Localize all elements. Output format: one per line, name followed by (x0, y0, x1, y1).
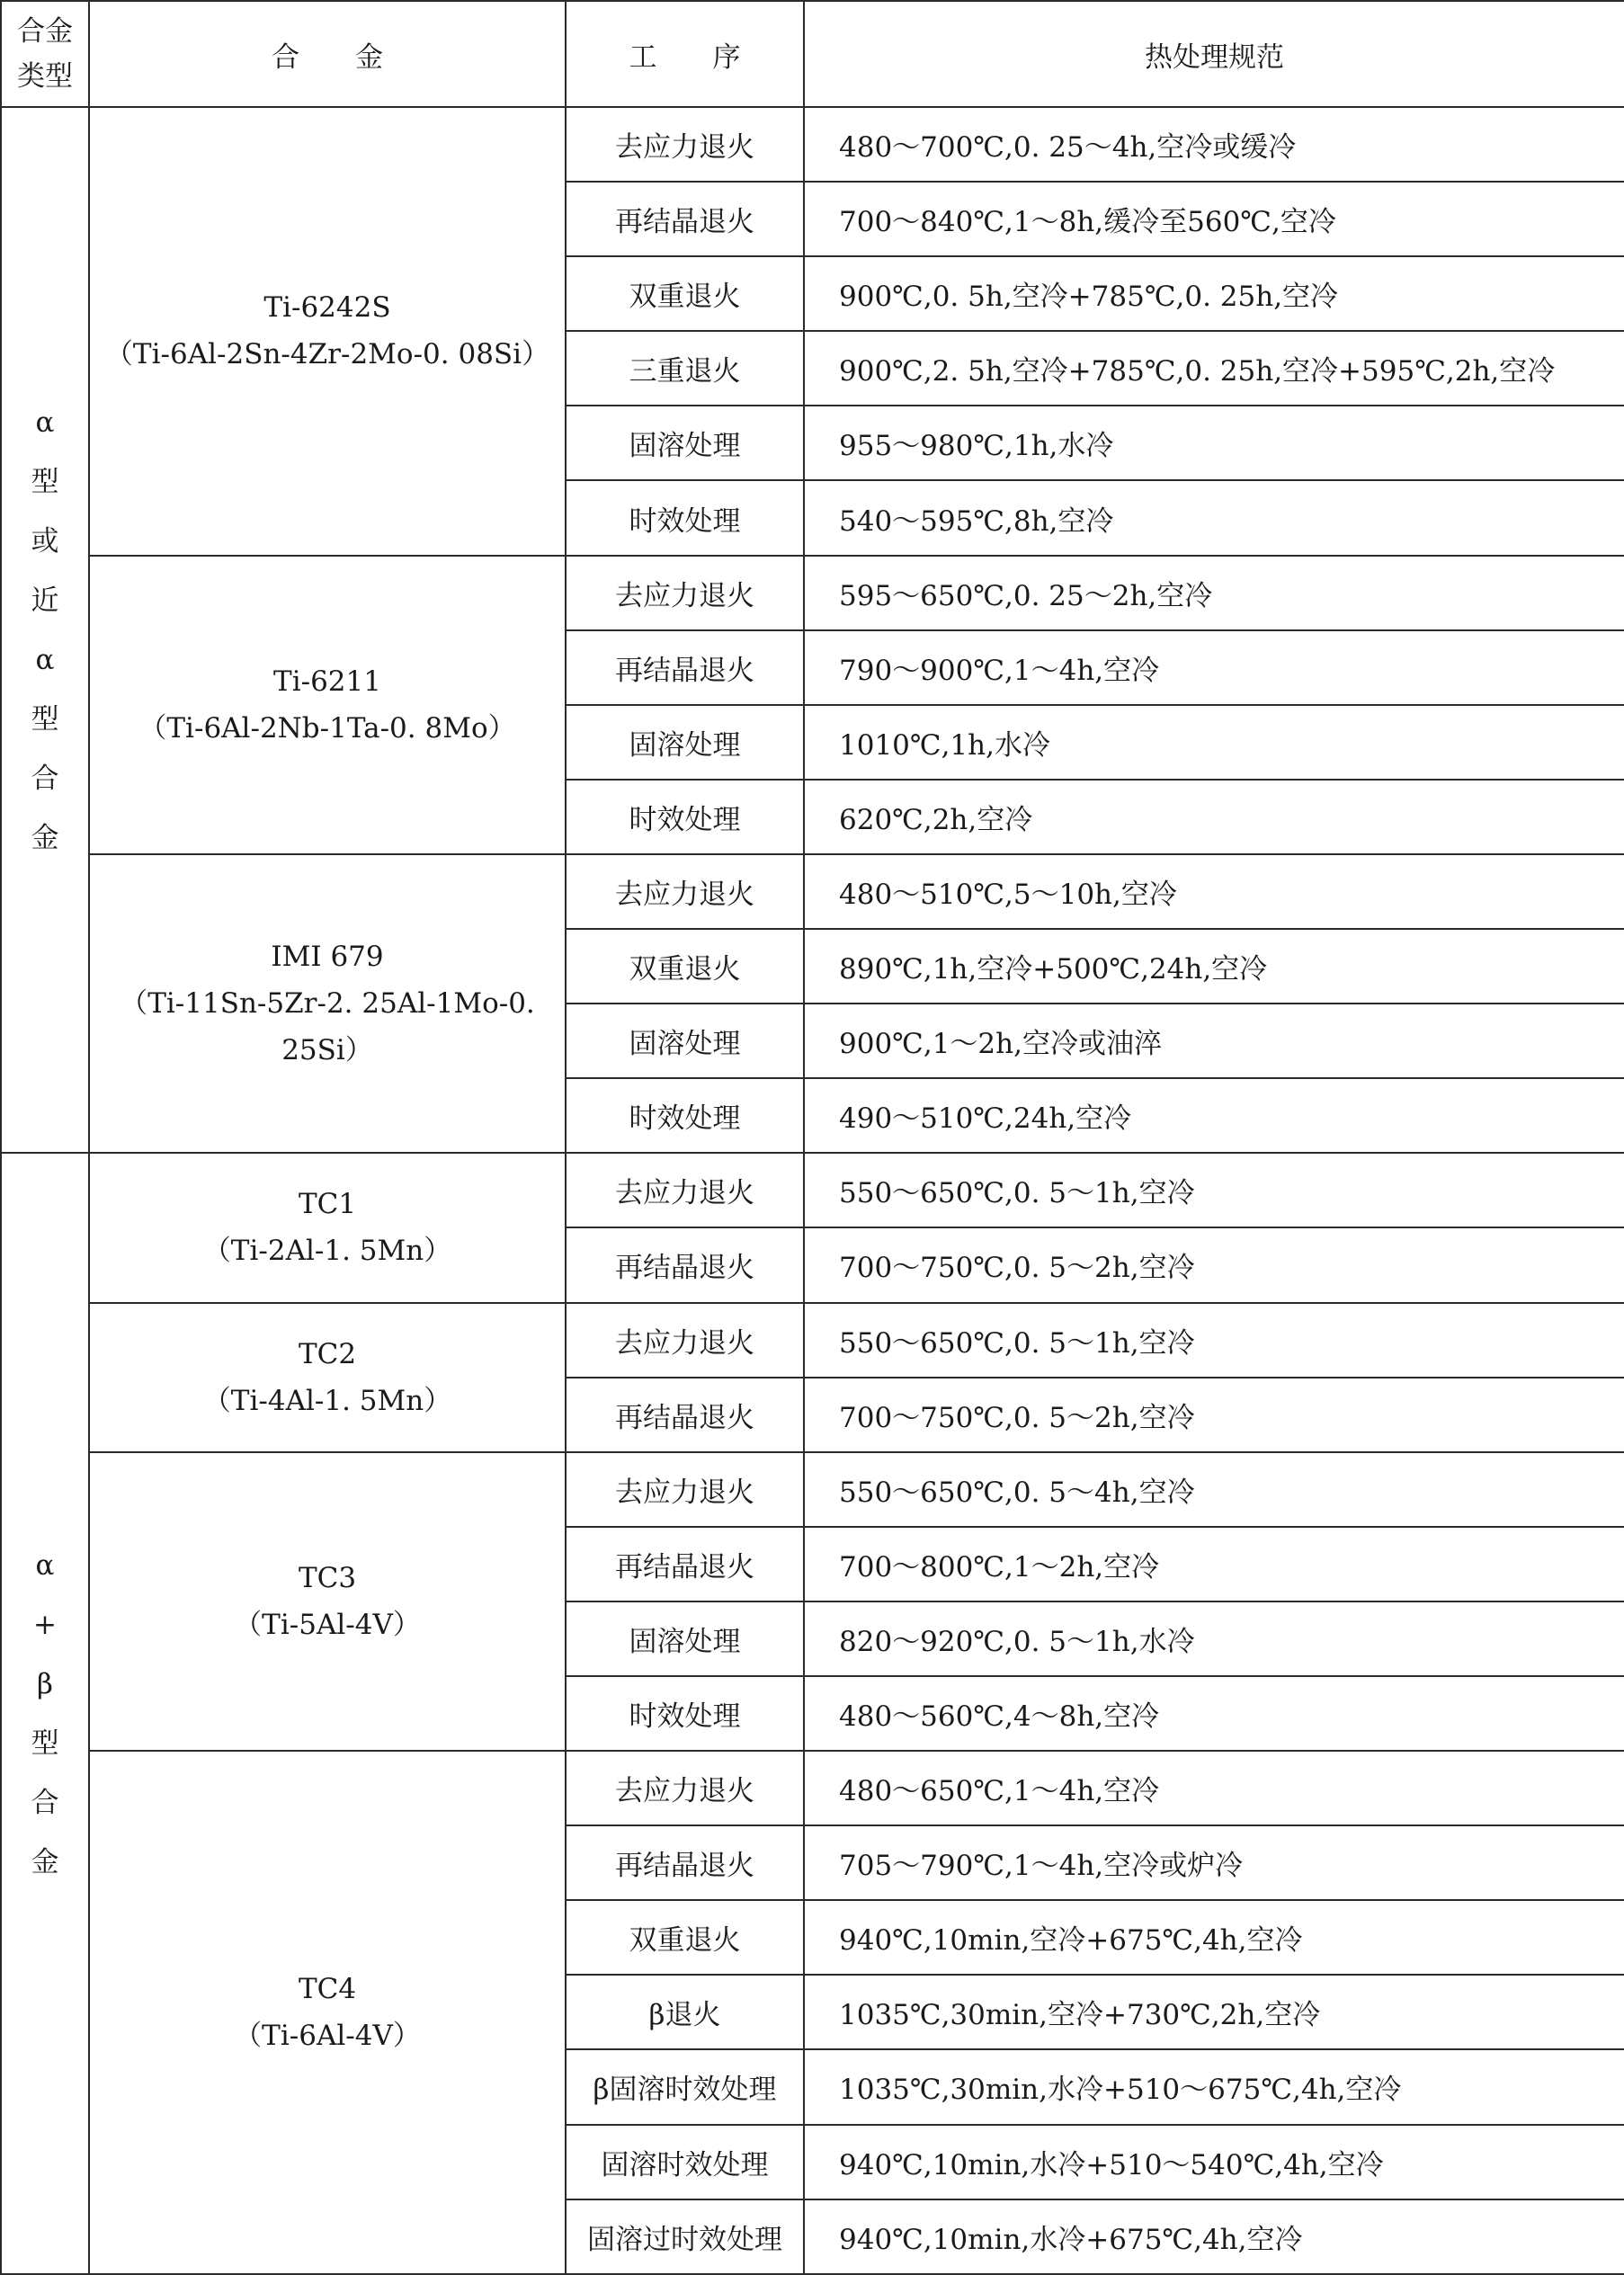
alloy-type-char: α (35, 643, 55, 676)
header-process: 工 序 (566, 1, 804, 107)
alloy-type-char: 合 (31, 762, 59, 795)
spec-cell: 700～840℃,1～8h,缓冷至560℃,空冷 (804, 182, 1624, 256)
process-cell: 时效处理 (566, 480, 804, 555)
spec-cell: 1035℃,30min,空冷+730℃,2h,空冷 (804, 1975, 1624, 2049)
process-cell: 时效处理 (566, 1676, 804, 1751)
spec-cell: 900℃,1～2h,空冷或油淬 (804, 1004, 1624, 1078)
spec-cell: 890℃,1h,空冷+500℃,24h,空冷 (804, 929, 1624, 1004)
alloy-type-char: + (33, 1608, 57, 1641)
table-row (1, 107, 1624, 182)
alloy-type-char: 近 (31, 584, 59, 617)
alloy-type-char: 型 (31, 1726, 59, 1760)
header-spec: 热处理规范 (804, 1, 1624, 107)
process-cell: 固溶过时效处理 (566, 2199, 804, 2274)
process-cell: 时效处理 (566, 1078, 804, 1153)
alloy-composition: （Ti-6Al-2Sn-4Zr-2Mo-0. 08Si） (104, 338, 550, 371)
alloy-type-char: 金 (31, 1845, 59, 1878)
table-row (1, 1303, 1624, 1378)
alloy-type-char: 金 (31, 821, 59, 854)
header-alloy-type-line1: 合金 (17, 15, 73, 48)
spec-cell: 940℃,10min,水冷+675℃,4h,空冷 (804, 2199, 1624, 2274)
alloy-composition: （Ti-6Al-2Nb-1Ta-0. 8Mo） (138, 711, 516, 745)
process-cell: 固溶时效处理 (566, 2125, 804, 2199)
alloy-cell (89, 1751, 566, 2274)
process-cell: 去应力退火 (566, 1452, 804, 1527)
alloy-type-cell (1, 1153, 89, 2274)
alloy-type-char: 型 (31, 702, 59, 736)
process-cell: 双重退火 (566, 256, 804, 331)
header-alloy: 合 金 (89, 1, 566, 107)
process-cell: 双重退火 (566, 929, 804, 1004)
spec-cell: 480～560℃,4～8h,空冷 (804, 1676, 1624, 1751)
process-cell: 去应力退火 (566, 1751, 804, 1825)
spec-cell: 540～595℃,8h,空冷 (804, 480, 1624, 555)
alloy-name: TC3 (298, 1561, 357, 1594)
spec-cell: 940℃,10min,空冷+675℃,4h,空冷 (804, 1900, 1624, 1975)
spec-cell: 900℃,2. 5h,空冷+785℃,0. 25h,空冷+595℃,2h,空冷 (804, 331, 1624, 406)
spec-cell: 700～800℃,1～2h,空冷 (804, 1527, 1624, 1601)
alloy-name: Ti-6211 (273, 665, 381, 698)
alloy-type-char: β (37, 1667, 53, 1700)
alloy-name: TC1 (298, 1188, 357, 1221)
spec-cell: 900℃,0. 5h,空冷+785℃,0. 25h,空冷 (804, 256, 1624, 331)
alloy-type-char: α (35, 1548, 55, 1582)
alloy-name: Ti-6242S (263, 291, 391, 325)
table-row (1, 556, 1624, 630)
process-cell: 时效处理 (566, 780, 804, 854)
alloy-type-char: 型 (31, 465, 59, 498)
alloy-cell (89, 107, 566, 556)
alloy-composition: （Ti-4Al-1. 5Mn） (202, 1384, 452, 1417)
process-cell: 去应力退火 (566, 107, 804, 182)
spec-cell: 550～650℃,0. 5～1h,空冷 (804, 1153, 1624, 1227)
spec-cell: 550～650℃,0. 5～4h,空冷 (804, 1452, 1624, 1527)
process-cell: β固溶时效处理 (566, 2049, 804, 2124)
alloy-composition: （Ti-2Al-1. 5Mn） (202, 1235, 452, 1268)
alloy-cell (89, 1303, 566, 1452)
process-cell: 再结晶退火 (566, 182, 804, 256)
spec-cell: 790～900℃,1～4h,空冷 (804, 630, 1624, 705)
alloy-composition: （Ti-11Sn-5Zr-2. 25Al-1Mo-0. 25Si） (120, 987, 535, 1067)
alloy-composition: （Ti-6Al-4V） (234, 2020, 421, 2053)
process-cell: β退火 (566, 1975, 804, 2049)
spec-cell: 480～510℃,5～10h,空冷 (804, 854, 1624, 929)
process-cell: 固溶处理 (566, 1004, 804, 1078)
alloy-cell (89, 1153, 566, 1302)
spec-cell: 490～510℃,24h,空冷 (804, 1078, 1624, 1153)
process-cell: 再结晶退火 (566, 630, 804, 705)
alloy-type-cell (1, 107, 89, 1153)
process-cell: 固溶处理 (566, 705, 804, 780)
process-cell: 双重退火 (566, 1900, 804, 1975)
alloy-name: TC4 (298, 1973, 357, 2006)
process-cell: 固溶处理 (566, 1601, 804, 1676)
spec-cell: 620℃,2h,空冷 (804, 780, 1624, 854)
spec-cell: 550～650℃,0. 5～1h,空冷 (804, 1303, 1624, 1378)
spec-cell: 480～650℃,1～4h,空冷 (804, 1751, 1624, 1825)
alloy-cell (89, 556, 566, 854)
table-row (1, 1452, 1624, 1527)
process-cell: 去应力退火 (566, 1303, 804, 1378)
spec-cell: 700～750℃,0. 5～2h,空冷 (804, 1378, 1624, 1452)
table-row (1, 1751, 1624, 1825)
process-cell: 再结晶退火 (566, 1378, 804, 1452)
process-cell: 三重退火 (566, 331, 804, 406)
alloy-type-char: α (35, 406, 55, 439)
table-body (1, 107, 1624, 2274)
spec-cell: 705～790℃,1～4h,空冷或炉冷 (804, 1825, 1624, 1900)
spec-cell: 700～750℃,0. 5～2h,空冷 (804, 1227, 1624, 1302)
alloy-name: IMI 679 (271, 941, 384, 974)
table-header (1, 1, 1624, 107)
header-row (1, 1, 1624, 107)
spec-cell: 820～920℃,0. 5～1h,水冷 (804, 1601, 1624, 1676)
alloy-type-char: 合 (31, 1786, 59, 1819)
alloy-composition: （Ti-5Al-4V） (234, 1608, 421, 1641)
process-cell: 再结晶退火 (566, 1527, 804, 1601)
alloy-cell (89, 1452, 566, 1751)
table-row (1, 1153, 1624, 1227)
process-cell: 再结晶退火 (566, 1825, 804, 1900)
table-row (1, 854, 1624, 929)
process-cell: 再结晶退火 (566, 1227, 804, 1302)
alloy-name: TC2 (298, 1337, 357, 1370)
process-cell: 去应力退火 (566, 1153, 804, 1227)
alloy-cell (89, 854, 566, 1153)
alloy-type-char: 或 (31, 524, 59, 558)
header-alloy-type-line2: 类型 (17, 60, 73, 93)
process-cell: 去应力退火 (566, 556, 804, 630)
spec-cell: 940℃,10min,水冷+510～540℃,4h,空冷 (804, 2125, 1624, 2199)
spec-cell: 480～700℃,0. 25～4h,空冷或缓冷 (804, 107, 1624, 182)
spec-cell: 595～650℃,0. 25～2h,空冷 (804, 556, 1624, 630)
spec-cell: 1010℃,1h,水冷 (804, 705, 1624, 780)
header-alloy-type (1, 1, 89, 107)
spec-cell: 1035℃,30min,水冷+510～675℃,4h,空冷 (804, 2049, 1624, 2124)
process-cell: 固溶处理 (566, 406, 804, 480)
spec-cell: 955～980℃,1h,水冷 (804, 406, 1624, 480)
process-cell: 去应力退火 (566, 854, 804, 929)
